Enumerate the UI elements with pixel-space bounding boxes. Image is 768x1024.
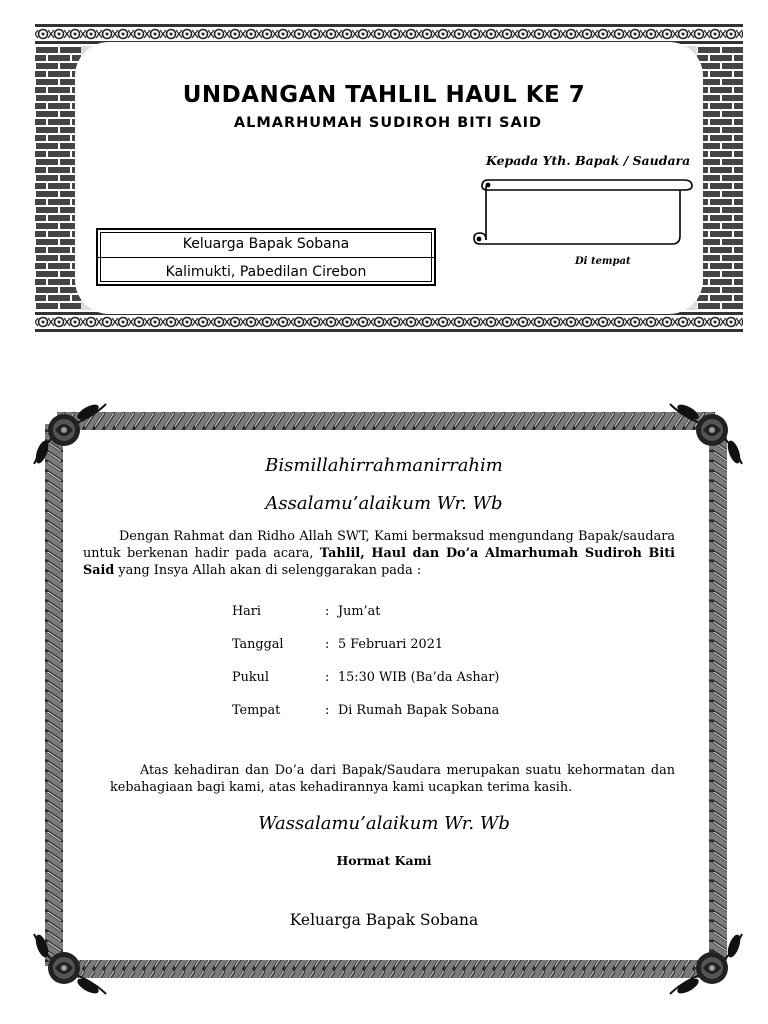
detail-value: Jum’at — [338, 604, 381, 619]
detail-separator: : — [325, 670, 330, 685]
detail-value: Di Rumah Bapak Sobana — [338, 703, 500, 718]
opening-basmalah: Bismillahirrahmanirrahim — [265, 455, 503, 476]
scroll-icon — [470, 174, 695, 249]
place-label: Di tempat — [575, 256, 631, 267]
detail-separator: : — [325, 703, 330, 718]
rose-corner-bottom-right — [666, 922, 748, 1004]
detail-label: Tempat — [232, 703, 281, 718]
closing-paragraph — [110, 762, 675, 796]
rose-icon — [666, 922, 748, 1004]
rose-corner-bottom-left — [28, 922, 110, 1004]
sender-name: Keluarga Bapak Sobana — [182, 235, 350, 252]
intro-text-before: Dengan Rahmat dan Ridho Allah SWT, Kami bermaksud mengundang Bapak/saudara untuk berkenan hadir pada acara, — [83, 529, 675, 561]
recipient-label: Kepada Yth. Bapak / Saudara — [486, 153, 691, 168]
intro-text-after: yang Insya Allah akan di selenggarakan pada : — [114, 563, 422, 578]
farewell: Wassalamu’alaikum Wr. Wb — [258, 813, 510, 834]
envelope-subtitle: ALMARHUMAH SUDIROH BITI SAID — [233, 115, 543, 131]
greeting: Assalamu’alaikum Wr. Wb — [265, 493, 503, 514]
rose-icon — [28, 922, 110, 1004]
event-name: Tahlil, Haul dan Do’a Almarhumah Sudiroh Biti Said — [83, 546, 675, 578]
detail-value: 5 Februari 2021 — [338, 637, 443, 652]
signature: Keluarga Bapak Sobana — [289, 911, 479, 929]
recipient-scroll-box — [470, 174, 695, 249]
envelope-title: UNDANGAN TAHLIL HAUL KE 7 — [182, 82, 586, 108]
regards: Hormat Kami — [336, 853, 432, 868]
intro-paragraph — [83, 528, 675, 579]
detail-separator: : — [325, 637, 330, 652]
sender-box — [96, 228, 436, 286]
closing-text: Atas kehadiran dan Do’a dari Bapak/Saudara merupakan suatu kehormatan dan kebahagiaan bagi kami, atas kehadirannya kami ucapkan terima kasih. — [110, 763, 675, 795]
sender-address: Kalimukti, Pabedilan Cirebon — [98, 257, 434, 285]
detail-separator: : — [325, 604, 330, 619]
detail-label: Tanggal — [232, 637, 284, 652]
detail-label: Pukul — [232, 670, 269, 685]
detail-label: Hari — [232, 604, 261, 619]
detail-value: 15:30 WIB (Ba’da Ashar) — [338, 670, 500, 685]
